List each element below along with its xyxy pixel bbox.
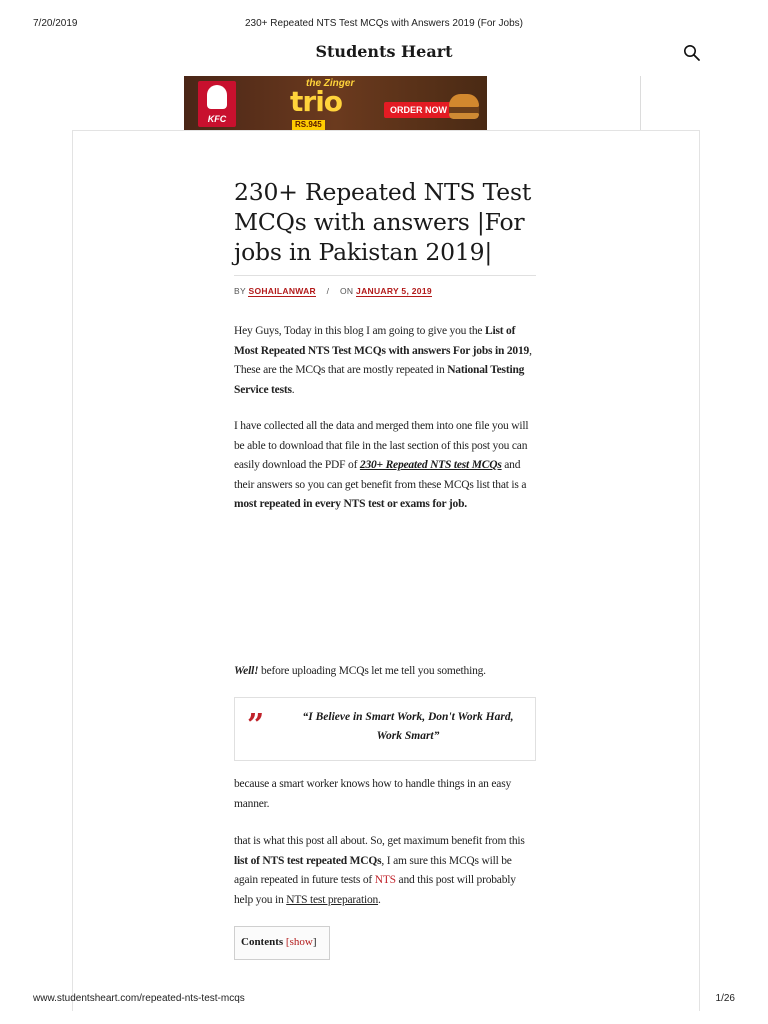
- post-meta: [234, 286, 536, 296]
- because-paragraph: because a smart worker knows how to handle things in an easy manner.: [234, 778, 512, 810]
- ad-price: RS.945: [292, 120, 325, 130]
- mcqs-pdf-link[interactable]: 230+ Repeated NTS test MCQs: [359, 459, 502, 471]
- burger-image: [449, 94, 479, 120]
- post-title: 230+ Repeated NTS Test MCQs with answers |For jobs in Pakistan 2019|: [234, 177, 536, 276]
- toc-title: Contents: [241, 936, 284, 948]
- post-date-link[interactable]: JANUARY 5, 2019: [356, 286, 432, 296]
- print-url: www.studentsheart.com/repeated-nts-test-mcqs: [33, 993, 245, 1004]
- kfc-logo: [198, 81, 236, 127]
- ad-order-button[interactable]: ORDER NOW: [384, 102, 453, 118]
- ad-tagline: the Zinger: [306, 78, 355, 89]
- meta-separator: /: [326, 286, 330, 296]
- nts-link[interactable]: NTS: [374, 874, 396, 886]
- toc-show-toggle[interactable]: show: [289, 936, 313, 948]
- intro-paragraph: Hey Guys, Today in this blog I am going to give you the List of Most Repeated NTS Test MCQs with answers For jobs in 2019, These are the MCQs that are mostly repeated in National Testing Service tests.: [234, 325, 532, 396]
- quote-icon: ”: [247, 708, 265, 743]
- search-icon[interactable]: [683, 44, 701, 62]
- quote-text: “I Believe in Smart Work, Don't Work Hard, Work Smart”: [302, 711, 514, 742]
- blockquote: [234, 697, 536, 761]
- well-paragraph: Well! before uploading MCQs let me tell you something.: [234, 665, 486, 677]
- collected-paragraph: I have collected all the data and merged them into one file you will be able to download that file in the last section of this post you can easily download the PDF of 230+ Repeated NTS test MCQs and their answers so you can get benefit from these MCQs list that is a most repeated in every NTS test or exams for job.: [234, 420, 529, 510]
- print-page-title: 230+ Repeated NTS Test MCQs with Answers 2019 (For Jobs): [245, 18, 523, 29]
- divider: [640, 76, 641, 130]
- article: [234, 177, 536, 948]
- site-title[interactable]: Students Heart: [315, 42, 453, 61]
- ad-brand: KFC: [207, 114, 227, 124]
- ad-banner[interactable]: [184, 76, 487, 130]
- nts-preparation-link[interactable]: NTS test preparation: [286, 893, 379, 906]
- print-page-number: 1/26: [715, 993, 735, 1004]
- table-of-contents: Contents [show]: [234, 926, 330, 960]
- print-date: 7/20/2019: [33, 18, 78, 29]
- meta-by-label: BY: [234, 286, 246, 296]
- author-link[interactable]: SOHAILANWAR: [248, 286, 316, 296]
- summary-paragraph: that is what this post all about. So, get maximum benefit from this list of NTS test repeated MCQs, I am sure this MCQs will be again repeated in future tests of NTS and this post will probably help you in NTS test preparation.: [234, 835, 525, 906]
- meta-on-label: ON: [340, 286, 354, 296]
- ad-product: trio: [290, 85, 343, 118]
